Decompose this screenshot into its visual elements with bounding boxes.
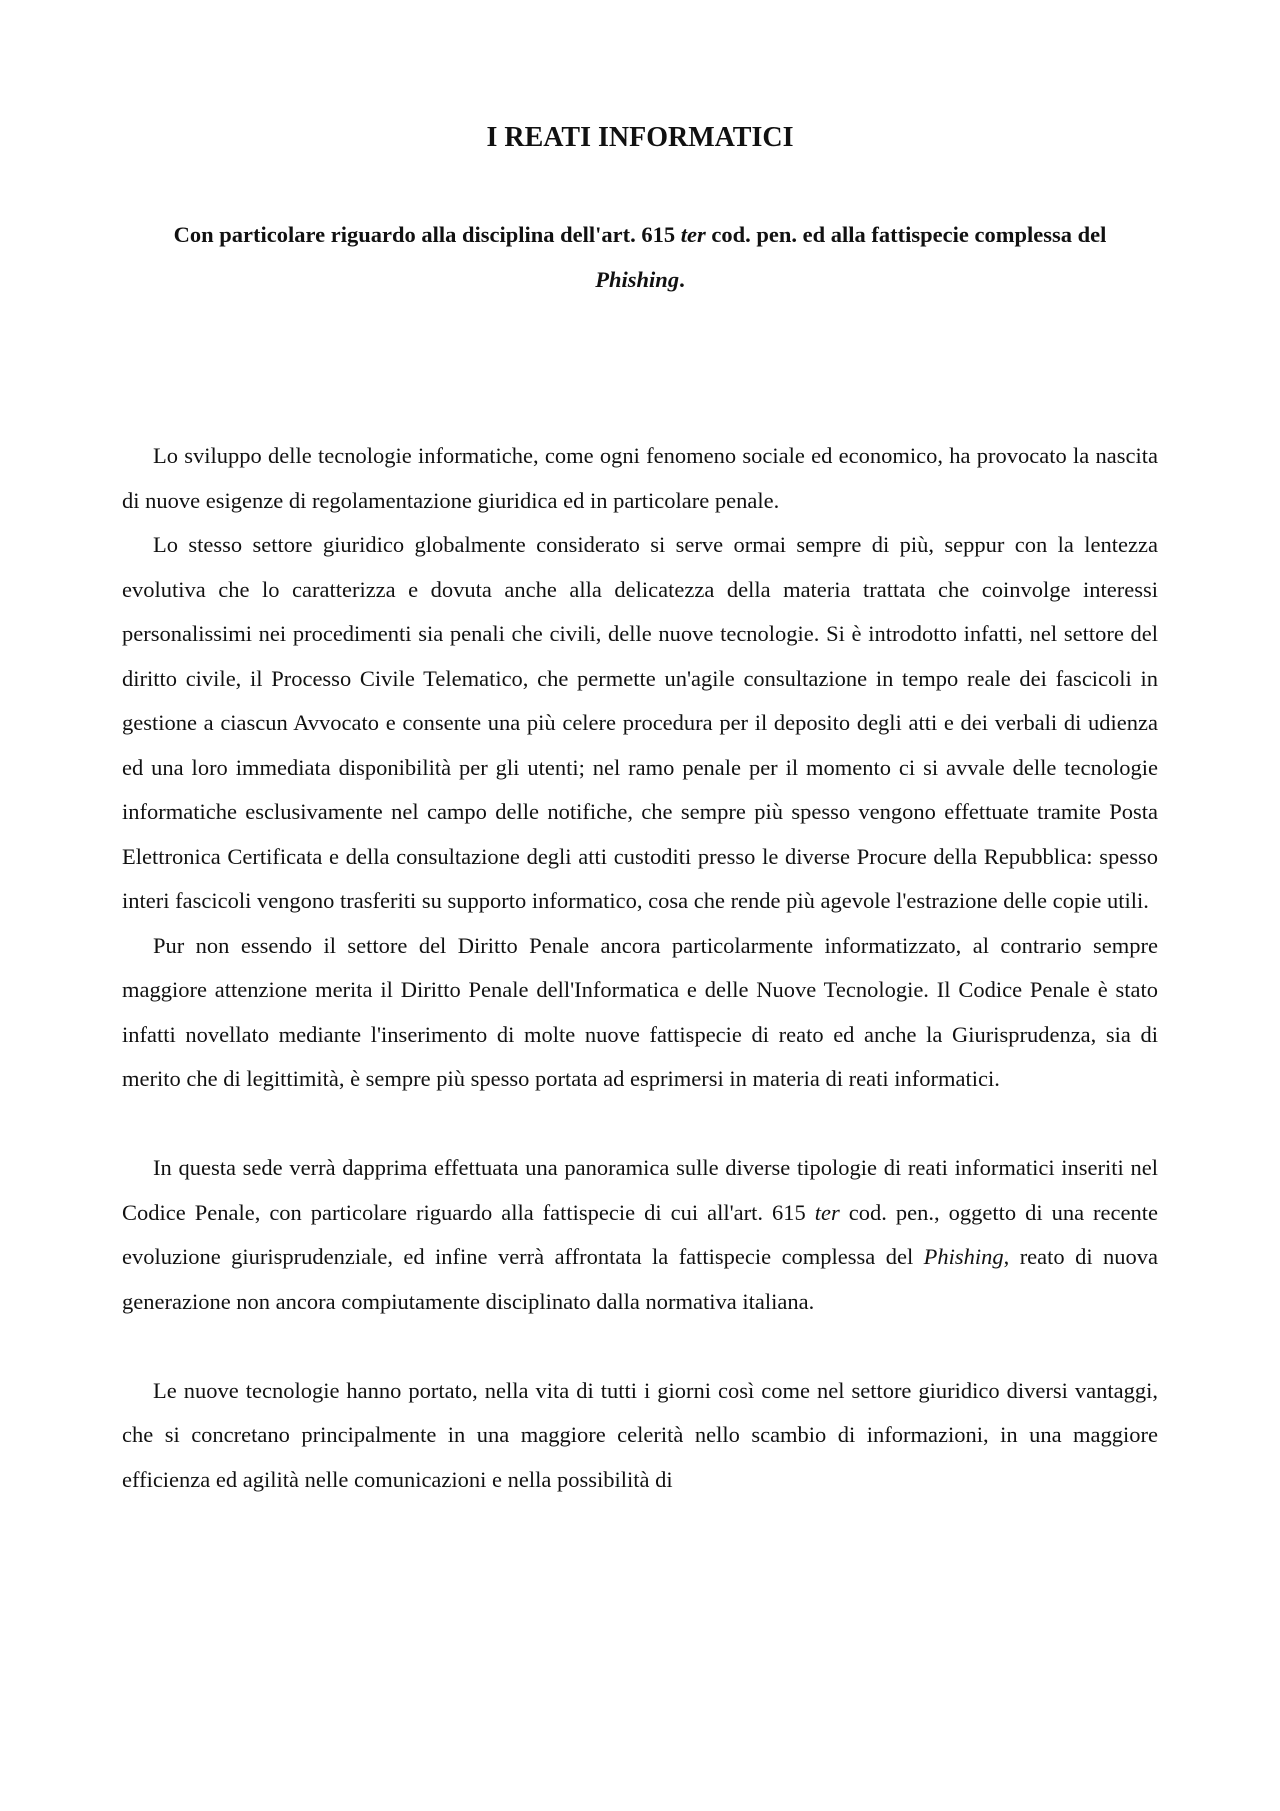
document-body: [122, 434, 1158, 1502]
subtitle-italic-ter: ter: [680, 222, 706, 247]
subtitle-text-2: cod. pen. ed alla fattispecie complessa del: [705, 222, 1107, 247]
document-title: I REATI INFORMATICI: [486, 122, 794, 153]
paragraph-spacer: [122, 1324, 1158, 1369]
paragraph-spacer: [122, 1102, 1158, 1147]
paragraph-4: [122, 1146, 1158, 1324]
subtitle-text-1: Con particolare riguardo alla disciplina dell'art. 615: [173, 222, 681, 247]
subtitle-italic-phishing: Phishing: [595, 267, 680, 292]
paragraph-2: Lo stesso settore giuridico globalmente considerato si serve ormai sempre di più, seppur con la lentezza evolutiva che lo caratterizza e dovuta anche alla delicatezza della materia trattata che coinvolge interessi personalissimi nei procedimenti sia penali che civili, delle nuove tecnologie. Si è introdotto infatti, nel settore del diritto civile, il Processo Civile Telematico, che permette un'agile consultazione in tempo reale dei fascicoli in gestione a ciascun Avvocato e consente una più celere procedura per il deposito degli atti e dei verbali di udienza ed una loro immediata disponibilità per gli utenti; nel ramo penale per il momento ci si avvale delle tecnologie informatiche esclusivamente nel campo delle notifiche, che sempre più spesso vengono effettuate tramite Posta Elettronica Certificata e della consultazione degli atti custoditi presso le diverse Procure della Repubblica: spesso interi fascicoli vengono trasferiti su supporto informatico, cosa che rende più agevole l'estrazione delle copie utili.: [122, 532, 1158, 913]
document-subtitle: [160, 212, 1120, 302]
paragraph-4-italic-ter: ter: [814, 1199, 840, 1225]
paragraph-3: Pur non essendo il settore del Diritto Penale ancora particolarmente informatizzato, al contrario sempre maggiore attenzione merita il Diritto Penale dell'Informatica e delle Nuove Tecnologie. Il Codice Penale è stato infatti novellato mediante l'inserimento di molte nuove fattispecie di reato ed anche la Giurisprudenza, sia di merito che di legittimità, è sempre più spesso portata ad esprimersi in materia di reati informatici.: [122, 932, 1158, 1091]
paragraph-4-italic-phishing: Phishing: [923, 1244, 1004, 1269]
subtitle-text-3: .: [679, 267, 685, 292]
paragraph-4-text-1: In questa sede verrà dapprima effettuata una panoramica sulle diverse tipologie di reati informatici inseriti nel Codice Penale, con particolare riguardo alla fattispecie di cui all'art. 615: [122, 1155, 1158, 1225]
paragraph-1: Lo sviluppo delle tecnologie informatiche, come ogni fenomeno sociale ed economico, ha provocato la nascita di nuove esigenze di regolamentazione giuridica ed in particolare penale.: [122, 443, 1158, 513]
paragraph-4-text-2: cod. pen., oggetto di una recente evoluzione giurisprudenziale, ed infine verrà affrontata la fattispecie complessa del: [122, 1199, 1158, 1269]
paragraph-4-text-3: , reato di nuova generazione non ancora compiutamente disciplinato dalla normativa italiana.: [122, 1244, 1158, 1314]
paragraph-5: Le nuove tecnologie hanno portato, nella vita di tutti i giorni così come nel settore giuridico diversi vantaggi, che si concretano principalmente in una maggiore celerità nello scambio di informazioni, in una maggiore efficienza ed agilità nelle comunicazioni e nella possibilità di: [122, 1377, 1158, 1492]
